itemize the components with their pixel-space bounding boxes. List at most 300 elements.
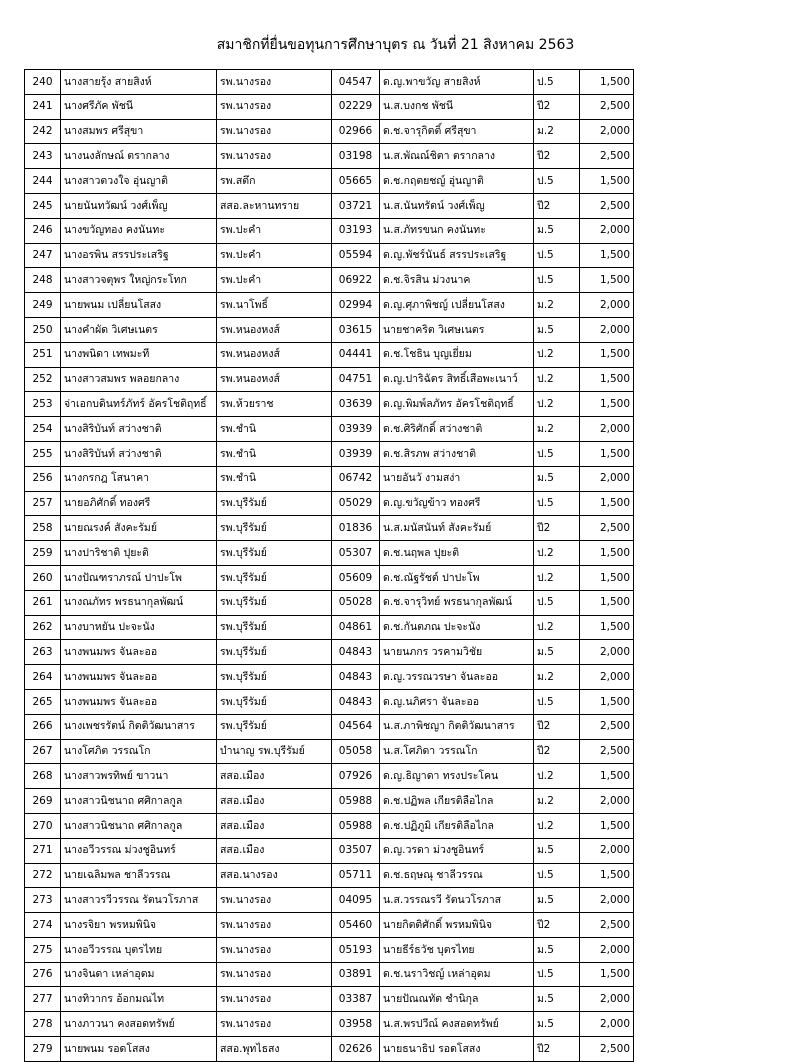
scholarship-amount: 2,000 xyxy=(580,317,634,342)
scholarship-amount: 2,000 xyxy=(580,789,634,814)
row-number: 249 xyxy=(25,293,61,318)
scholarship-amount: 2,000 xyxy=(580,218,634,243)
child-name: ด.ช.ปฏิภูมิ เกียรติลือไกล xyxy=(380,813,534,838)
member-name: นางสายรุ้ง สายสิงห์ xyxy=(61,70,217,95)
scholarship-amount: 2,500 xyxy=(580,714,634,739)
member-code: 07926 xyxy=(332,764,380,789)
member-name: นางสาวสมพร พลอยกลาง xyxy=(61,367,217,392)
scholarship-amount: 2,000 xyxy=(580,665,634,690)
unit-name: รพ.บุรีรัมย์ xyxy=(217,541,332,566)
unit-name: สสอ.ละหานทราย xyxy=(217,193,332,218)
member-code: 03891 xyxy=(332,962,380,987)
member-name: นางสิริบันท์ สว่างชาติ xyxy=(61,417,217,442)
table-row xyxy=(25,937,634,962)
unit-name: รพ.หนองหงส์ xyxy=(217,342,332,367)
child-name: ด.ญ.ขวัญข้าว ทองศรี xyxy=(380,491,534,516)
table-row xyxy=(25,739,634,764)
scholarship-amount: 2,000 xyxy=(580,888,634,913)
row-number: 241 xyxy=(25,94,61,119)
scholarship-amount: 2,500 xyxy=(580,1037,634,1062)
member-name: นางพนมพร จันละออ xyxy=(61,689,217,714)
scholarship-amount: 1,500 xyxy=(580,813,634,838)
scholarship-amount: 2,000 xyxy=(580,293,634,318)
member-code: 05711 xyxy=(332,863,380,888)
member-name: นางรจิยา พรหมพินิจ xyxy=(61,913,217,938)
table-row xyxy=(25,640,634,665)
unit-name: รพ.นางรอง xyxy=(217,937,332,962)
row-number: 273 xyxy=(25,888,61,913)
row-number: 257 xyxy=(25,491,61,516)
education-level: ม.2 xyxy=(534,417,580,442)
scholarship-amount: 2,000 xyxy=(580,1012,634,1037)
row-number: 261 xyxy=(25,590,61,615)
child-name: ด.ช.กันตภณ ปะจะนัง xyxy=(380,615,534,640)
unit-name: รพ.นางรอง xyxy=(217,70,332,95)
scholarship-amount: 1,500 xyxy=(580,342,634,367)
scholarship-amount: 1,500 xyxy=(580,392,634,417)
education-level: ม.5 xyxy=(534,937,580,962)
scholarship-amount: 2,500 xyxy=(580,144,634,169)
member-code: 05193 xyxy=(332,937,380,962)
child-name: นายอันวั งามสง่า xyxy=(380,466,534,491)
child-name: ด.ช.จารุวิทย์ พรธนากุลพัฒน์ xyxy=(380,590,534,615)
scholarship-amount: 1,500 xyxy=(580,70,634,95)
education-level: ป.5 xyxy=(534,590,580,615)
member-name: นางกรกฎ โสนาคา xyxy=(61,466,217,491)
child-name: น.ส.ภัทรขนก คงนันทะ xyxy=(380,218,534,243)
education-level: ป.5 xyxy=(534,689,580,714)
member-code: 03193 xyxy=(332,218,380,243)
member-name: นางสาวจตุพร ใหญ่กระโทก xyxy=(61,268,217,293)
scholarship-amount: 2,000 xyxy=(580,640,634,665)
education-level: ปี2 xyxy=(534,193,580,218)
education-level: ป.2 xyxy=(534,813,580,838)
child-name: ด.ช.ปฏิพล เกียรติลือไกล xyxy=(380,789,534,814)
table-row xyxy=(25,342,634,367)
member-code: 04547 xyxy=(332,70,380,95)
child-name: ด.ญ.วรดา ม่วงชูอินทร์ xyxy=(380,838,534,863)
document-title: สมาชิกที่ยื่นขอทุนการศึกษาบุตร ณ วันที่ 21 สิงหาคม 2563 xyxy=(216,37,575,53)
child-name: นายธนาธิป รอดโสสง xyxy=(380,1037,534,1062)
row-number: 242 xyxy=(25,119,61,144)
child-name: ด.ญ.พัชร์นันธ์ สรรประเสริฐ xyxy=(380,243,534,268)
education-level: ม.5 xyxy=(534,317,580,342)
education-level: ปี2 xyxy=(534,94,580,119)
education-level: ป.5 xyxy=(534,70,580,95)
unit-name: รพ.นางรอง xyxy=(217,962,332,987)
member-code: 05029 xyxy=(332,491,380,516)
education-level: ม.5 xyxy=(534,640,580,665)
row-number: 253 xyxy=(25,392,61,417)
education-level: ป.5 xyxy=(534,169,580,194)
member-name: นางโศภิต วรรณโก xyxy=(61,739,217,764)
child-name: น.ส.พัณณ์ชิตา ตรากลาง xyxy=(380,144,534,169)
table-row xyxy=(25,987,634,1012)
scholarship-amount: 2,000 xyxy=(580,466,634,491)
table-row xyxy=(25,94,634,119)
unit-name: สสอ.เมือง xyxy=(217,764,332,789)
member-code: 02626 xyxy=(332,1037,380,1062)
unit-name: รพ.บุรีรัมย์ xyxy=(217,590,332,615)
scholarship-amount: 1,500 xyxy=(580,689,634,714)
child-name: ด.ช.ศิริศักดิ์ สว่างชาติ xyxy=(380,417,534,442)
scholarship-amount: 2,500 xyxy=(580,516,634,541)
table-row xyxy=(25,714,634,739)
member-name: นางสมพร ศรีสุขา xyxy=(61,119,217,144)
table-row xyxy=(25,317,634,342)
row-number: 266 xyxy=(25,714,61,739)
unit-name: รพ.ชำนิ xyxy=(217,441,332,466)
row-number: 276 xyxy=(25,962,61,987)
scholarship-table xyxy=(24,69,634,1062)
member-code: 03958 xyxy=(332,1012,380,1037)
child-name: ด.ช.ธฤษณุ ชาลีวรรณ xyxy=(380,863,534,888)
row-number: 252 xyxy=(25,367,61,392)
education-level: ม.2 xyxy=(534,119,580,144)
unit-name: รพ.บุรีรัมย์ xyxy=(217,714,332,739)
education-level: ป.5 xyxy=(534,962,580,987)
child-name: นายธีร์ธวัช บุตรไทย xyxy=(380,937,534,962)
member-name: นางจินดา เหล่าอุดม xyxy=(61,962,217,987)
education-level: ป.2 xyxy=(534,615,580,640)
member-code: 02994 xyxy=(332,293,380,318)
member-code: 04843 xyxy=(332,689,380,714)
unit-name: รพ.หนองหงส์ xyxy=(217,367,332,392)
child-name: น.ส.พรปวีณ์ คงสอดทรัพย์ xyxy=(380,1012,534,1037)
scholarship-amount: 1,500 xyxy=(580,367,634,392)
table-row xyxy=(25,417,634,442)
child-name: ด.ญ.วรรณวรษา จันละออ xyxy=(380,665,534,690)
row-number: 256 xyxy=(25,466,61,491)
member-code: 04564 xyxy=(332,714,380,739)
table-row xyxy=(25,491,634,516)
education-level: ปี2 xyxy=(534,144,580,169)
row-number: 269 xyxy=(25,789,61,814)
member-name: นางนงลักษณ์ ตรากลาง xyxy=(61,144,217,169)
unit-name: รพ.ปะคำ xyxy=(217,268,332,293)
education-level: ปี2 xyxy=(534,516,580,541)
member-name: นางสาวตวงใจ อุ่นญาติ xyxy=(61,169,217,194)
unit-name: รพ.ปะคำ xyxy=(217,218,332,243)
unit-name: รพ.นาโพธิ์ xyxy=(217,293,332,318)
member-name: นางทิวากร อ้อกมณไท xyxy=(61,987,217,1012)
unit-name: รพ.นางรอง xyxy=(217,987,332,1012)
education-level: ม.5 xyxy=(534,466,580,491)
child-name: ด.ญ.ศุภาพิชญ์ เปลี่ยนโสสง xyxy=(380,293,534,318)
row-number: 268 xyxy=(25,764,61,789)
table-row xyxy=(25,541,634,566)
table-row xyxy=(25,813,634,838)
member-code: 03639 xyxy=(332,392,380,417)
member-code: 05058 xyxy=(332,739,380,764)
member-code: 05988 xyxy=(332,813,380,838)
member-code: 03721 xyxy=(332,193,380,218)
scholarship-amount: 1,500 xyxy=(580,441,634,466)
table-row xyxy=(25,1012,634,1037)
member-code: 01836 xyxy=(332,516,380,541)
member-code: 06742 xyxy=(332,466,380,491)
member-code: 04095 xyxy=(332,888,380,913)
member-code: 04861 xyxy=(332,615,380,640)
table-row xyxy=(25,392,634,417)
education-level: ปี2 xyxy=(534,913,580,938)
table-row xyxy=(25,913,634,938)
scholarship-amount: 1,500 xyxy=(580,268,634,293)
member-name: นางปัณฑราภรณ์ ปาปะโพ xyxy=(61,565,217,590)
member-code: 03939 xyxy=(332,417,380,442)
table-row xyxy=(25,70,634,95)
table-body xyxy=(25,70,634,1062)
unit-name: รพ.ห้วยราช xyxy=(217,392,332,417)
member-name: นางพนิดา เทพมะที xyxy=(61,342,217,367)
education-level: ป.5 xyxy=(534,243,580,268)
scholarship-amount: 1,500 xyxy=(580,541,634,566)
member-code: 03198 xyxy=(332,144,380,169)
child-name: ด.ช.กฤตยชญ์ อุ่นญาติ xyxy=(380,169,534,194)
member-name: นางบาหยัน ปะจะนัง xyxy=(61,615,217,640)
child-name: ด.ช.จารุกิตติ์ ศรีสุขา xyxy=(380,119,534,144)
row-number: 271 xyxy=(25,838,61,863)
table-row xyxy=(25,590,634,615)
unit-name: รพ.หนองหงส์ xyxy=(217,317,332,342)
child-name: ด.ช.สิรภพ สว่างชาติ xyxy=(380,441,534,466)
member-code: 02966 xyxy=(332,119,380,144)
child-name: ด.ญ.พาขวัญ สายสิงห์ xyxy=(380,70,534,95)
member-code: 05988 xyxy=(332,789,380,814)
education-level: ม.5 xyxy=(534,1012,580,1037)
table-row xyxy=(25,838,634,863)
unit-name: รพ.นางรอง xyxy=(217,888,332,913)
member-name: นางอวีวรรณ บุตรไทย xyxy=(61,937,217,962)
education-level: ม.5 xyxy=(534,888,580,913)
scholarship-amount: 1,500 xyxy=(580,590,634,615)
table-row xyxy=(25,144,634,169)
member-name: จ่าเอกบดินทร์ภัทร์ อัครโชติฤทธิ์ xyxy=(61,392,217,417)
scholarship-amount: 2,500 xyxy=(580,193,634,218)
row-number: 262 xyxy=(25,615,61,640)
scholarship-amount: 2,500 xyxy=(580,94,634,119)
child-name: ด.ญ.ธิญาดา ทรงประโคน xyxy=(380,764,534,789)
member-code: 04843 xyxy=(332,665,380,690)
table-row xyxy=(25,193,634,218)
table-row xyxy=(25,293,634,318)
member-code: 02229 xyxy=(332,94,380,119)
scholarship-amount: 1,500 xyxy=(580,243,634,268)
scholarship-amount: 1,500 xyxy=(580,764,634,789)
unit-name: รพ.ปะคำ xyxy=(217,243,332,268)
education-level: ป.2 xyxy=(534,565,580,590)
member-name: นางขวัญทอง คงนันทะ xyxy=(61,218,217,243)
member-code: 05307 xyxy=(332,541,380,566)
education-level: ม.2 xyxy=(534,293,580,318)
education-level: ม.2 xyxy=(534,665,580,690)
row-number: 254 xyxy=(25,417,61,442)
member-code: 04751 xyxy=(332,367,380,392)
member-name: นางสิริบันท์ สว่างชาติ xyxy=(61,441,217,466)
row-number: 251 xyxy=(25,342,61,367)
child-name: ด.ญ.ปาริฉัตร สิทธิ์เสือพะเนาว์ xyxy=(380,367,534,392)
member-name: นายพนม เปลี่ยนโสสง xyxy=(61,293,217,318)
education-level: ป.2 xyxy=(534,367,580,392)
unit-name: รพ.สตึก xyxy=(217,169,332,194)
scholarship-amount: 2,000 xyxy=(580,417,634,442)
child-name: ด.ช.โชธิน บุญเยี่ยม xyxy=(380,342,534,367)
education-level: ม.5 xyxy=(534,838,580,863)
unit-name: รพ.ชำนิ xyxy=(217,466,332,491)
education-level: ม.5 xyxy=(534,218,580,243)
member-code: 05665 xyxy=(332,169,380,194)
child-name: นายนภกร วรคามวิชัย xyxy=(380,640,534,665)
row-number: 245 xyxy=(25,193,61,218)
scholarship-amount: 2,000 xyxy=(580,838,634,863)
education-level: ปี2 xyxy=(534,714,580,739)
table-row xyxy=(25,367,634,392)
education-level: ป.5 xyxy=(534,863,580,888)
scholarship-amount: 2,500 xyxy=(580,739,634,764)
child-name: น.ส.บงกช พัชนี xyxy=(380,94,534,119)
member-name: นางสาวรวีวรรณ รัตนวโรภาส xyxy=(61,888,217,913)
row-number: 279 xyxy=(25,1037,61,1062)
row-number: 270 xyxy=(25,813,61,838)
row-number: 248 xyxy=(25,268,61,293)
scholarship-amount: 1,500 xyxy=(580,863,634,888)
table-row xyxy=(25,441,634,466)
member-name: นายอภิศักดิ์ ทองศรี xyxy=(61,491,217,516)
row-number: 258 xyxy=(25,516,61,541)
education-level: ปี2 xyxy=(534,739,580,764)
child-name: ด.ญ.นภิศรา จันละออ xyxy=(380,689,534,714)
child-name: น.ส.ภาพิชญา กิตติวัฒนาสาร xyxy=(380,714,534,739)
table-row xyxy=(25,665,634,690)
row-number: 275 xyxy=(25,937,61,962)
row-number: 243 xyxy=(25,144,61,169)
table-row xyxy=(25,1037,634,1062)
education-level: ปี2 xyxy=(534,1037,580,1062)
table-row xyxy=(25,169,634,194)
row-number: 244 xyxy=(25,169,61,194)
unit-name: รพ.นางรอง xyxy=(217,144,332,169)
member-code: 05594 xyxy=(332,243,380,268)
child-name: นายกิตติศักดิ์ พรหมพินิจ xyxy=(380,913,534,938)
table-row xyxy=(25,243,634,268)
row-number: 263 xyxy=(25,640,61,665)
member-code: 03939 xyxy=(332,441,380,466)
member-name: นางณภัทร พรธนากุลพัฒน์ xyxy=(61,590,217,615)
education-level: ป.5 xyxy=(534,491,580,516)
unit-name: รพ.นางรอง xyxy=(217,913,332,938)
member-name: นางเพชรรัตน์ กิตติวัฒนาสาร xyxy=(61,714,217,739)
member-name: นายเฉลิมพล ชาลีวรรณ xyxy=(61,863,217,888)
member-name: นางสาวนิชนาถ ศศิกาลกูล xyxy=(61,813,217,838)
member-code: 06922 xyxy=(332,268,380,293)
row-number: 250 xyxy=(25,317,61,342)
table-row xyxy=(25,268,634,293)
unit-name: รพ.นางรอง xyxy=(217,94,332,119)
unit-name: สสอ.เมือง xyxy=(217,838,332,863)
row-number: 247 xyxy=(25,243,61,268)
row-number: 274 xyxy=(25,913,61,938)
member-code: 04843 xyxy=(332,640,380,665)
unit-name: รพ.นางรอง xyxy=(217,1012,332,1037)
unit-name: สสอ.เมือง xyxy=(217,789,332,814)
row-number: 240 xyxy=(25,70,61,95)
unit-name: บำนาญ รพ.บุรีรัมย์ xyxy=(217,739,332,764)
education-level: ม.2 xyxy=(534,789,580,814)
member-code: 03387 xyxy=(332,987,380,1012)
table-row xyxy=(25,466,634,491)
child-name: นายปัณณทัต ชำนิกุล xyxy=(380,987,534,1012)
education-level: ป.2 xyxy=(534,392,580,417)
row-number: 259 xyxy=(25,541,61,566)
scholarship-amount: 1,500 xyxy=(580,962,634,987)
child-name: ด.ญ.พิมพ์ลภัทร อัครโชติฤทธิ์ xyxy=(380,392,534,417)
table-row xyxy=(25,764,634,789)
row-number: 260 xyxy=(25,565,61,590)
child-name: ด.ช.นฤพล ปุยะติ xyxy=(380,541,534,566)
row-number: 265 xyxy=(25,689,61,714)
unit-name: รพ.บุรีรัมย์ xyxy=(217,640,332,665)
member-name: นายนันทวัฒน์ วงศ์เพ็ญ xyxy=(61,193,217,218)
unit-name: รพ.ชำนิ xyxy=(217,417,332,442)
row-number: 264 xyxy=(25,665,61,690)
scholarship-amount: 1,500 xyxy=(580,491,634,516)
scholarship-amount: 1,500 xyxy=(580,169,634,194)
table-row xyxy=(25,615,634,640)
table-row xyxy=(25,863,634,888)
member-code: 05609 xyxy=(332,565,380,590)
child-name: ด.ช.นราวิชญ์ เหล่าอุดม xyxy=(380,962,534,987)
member-code: 04441 xyxy=(332,342,380,367)
member-name: นางศรีภัค พัชนี xyxy=(61,94,217,119)
unit-name: สสอ.พุทไธสง xyxy=(217,1037,332,1062)
table-row xyxy=(25,888,634,913)
member-name: นางสาวพรทิพย์ ขาวนา xyxy=(61,764,217,789)
table-row xyxy=(25,119,634,144)
child-name: นายชาคริต วิเศษเนตร xyxy=(380,317,534,342)
member-name: นายณรงค์ สังคะรัมย์ xyxy=(61,516,217,541)
scholarship-amount: 1,500 xyxy=(580,565,634,590)
member-code: 03615 xyxy=(332,317,380,342)
education-level: ป.5 xyxy=(534,268,580,293)
member-name: นางอวีวรรณ ม่วงชูอินทร์ xyxy=(61,838,217,863)
member-name: นางพนมพร จันละออ xyxy=(61,665,217,690)
member-name: นายพนม รอดโสสง xyxy=(61,1037,217,1062)
child-name: น.ส.โศภิดา วรรณโก xyxy=(380,739,534,764)
scholarship-amount: 2,000 xyxy=(580,987,634,1012)
unit-name: รพ.บุรีรัมย์ xyxy=(217,689,332,714)
child-name: น.ส.นันทรัตน์ วงศ์เพ็ญ xyxy=(380,193,534,218)
scholarship-amount: 2,000 xyxy=(580,119,634,144)
row-number: 267 xyxy=(25,739,61,764)
table-row xyxy=(25,789,634,814)
unit-name: รพ.บุรีรัมย์ xyxy=(217,516,332,541)
member-name: นางคำผัด วิเศษเนตร xyxy=(61,317,217,342)
education-level: ป.5 xyxy=(534,441,580,466)
child-name: น.ส.มนัสนันท์ สังคะรัมย์ xyxy=(380,516,534,541)
member-code: 05460 xyxy=(332,913,380,938)
education-level: ป.2 xyxy=(534,342,580,367)
member-name: นางอรพิน สรรประเสริฐ xyxy=(61,243,217,268)
member-code: 05028 xyxy=(332,590,380,615)
education-level: ป.2 xyxy=(534,541,580,566)
member-name: นางสาวนิชนาถ ศศิกาลกูล xyxy=(61,789,217,814)
unit-name: รพ.บุรีรัมย์ xyxy=(217,615,332,640)
education-level: ป.2 xyxy=(534,764,580,789)
row-number: 255 xyxy=(25,441,61,466)
row-number: 278 xyxy=(25,1012,61,1037)
row-number: 277 xyxy=(25,987,61,1012)
child-name: ด.ช.จิรสิน ม่วงนาค xyxy=(380,268,534,293)
